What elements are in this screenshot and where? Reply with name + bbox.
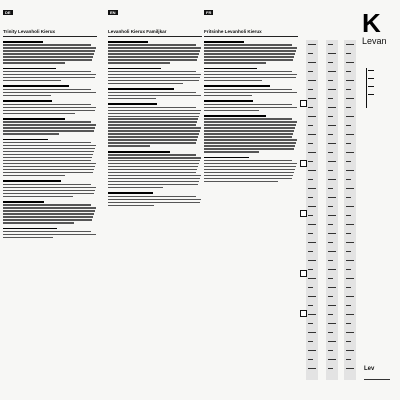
chart-entry: [346, 260, 354, 261]
language-tag: EN: [110, 10, 116, 15]
chart-entry: [346, 350, 354, 351]
chart-entry: [308, 107, 313, 108]
body-line: [204, 181, 278, 182]
body-line: [108, 113, 200, 114]
body-line: [204, 74, 297, 75]
body-line: [3, 154, 93, 155]
chart-entry: [308, 224, 316, 225]
chart-entry: [328, 287, 336, 288]
chart-entry: [328, 224, 333, 225]
body-line: [3, 133, 59, 134]
body-line: [204, 56, 294, 57]
chart-entry: [308, 143, 313, 144]
chart-entry: [346, 251, 351, 252]
chart-entry: [308, 161, 313, 162]
chart-entry: [346, 233, 351, 234]
chart-entry: [308, 179, 313, 180]
chart-entry: [346, 188, 354, 189]
body-line: [3, 148, 95, 149]
body-line: [204, 163, 297, 164]
body-line: [204, 175, 293, 176]
body-line: [108, 83, 183, 84]
body-line: [3, 190, 95, 191]
body-line: [204, 89, 292, 90]
body-line: [204, 133, 293, 134]
chart-entry: [308, 62, 316, 63]
chart-entry: [328, 80, 333, 81]
body-line: [108, 175, 201, 176]
body-line: [3, 151, 94, 152]
body-line: [3, 234, 96, 235]
language-tag: FR: [206, 10, 212, 15]
chart-entry: [308, 368, 316, 369]
body-line: [3, 222, 74, 223]
body-line: [3, 187, 96, 188]
body-line: [204, 80, 262, 81]
body-line: [108, 121, 197, 122]
body-line: [3, 237, 53, 238]
body-line: [204, 145, 295, 146]
body-line: [108, 154, 196, 155]
body-line: [3, 204, 91, 205]
body-line: [204, 95, 252, 96]
text-block: [204, 41, 298, 182]
chart-entry: [328, 260, 333, 261]
body-line: [204, 151, 259, 152]
chart-entry: [328, 170, 333, 171]
section-heading: [3, 228, 57, 230]
body-line: [204, 104, 292, 105]
body-line: [108, 133, 199, 134]
section-heading: [3, 100, 52, 102]
body-line: [3, 62, 65, 63]
body-line: [108, 160, 200, 161]
body-line: [108, 157, 201, 158]
language-tag: DE: [5, 10, 11, 15]
chart-entry: [346, 107, 351, 108]
body-line: [108, 163, 199, 164]
chart-entry: [346, 170, 354, 171]
title-rule: [3, 36, 97, 37]
text-block: [3, 41, 97, 238]
body-line: [3, 145, 96, 146]
chart-entry: [328, 134, 333, 135]
symbol-marker: [300, 270, 307, 277]
body-line: [108, 95, 201, 96]
body-line: [3, 193, 94, 194]
body-line: [108, 205, 154, 206]
section-heading: [108, 68, 161, 70]
body-line: [108, 202, 200, 203]
chart-entry: [308, 233, 313, 234]
chart-entry: [346, 44, 354, 45]
body-line: [108, 178, 200, 179]
chart-entry: [308, 341, 313, 342]
body-line: [204, 136, 292, 137]
chart-entry: [346, 215, 351, 216]
body-line: [204, 169, 295, 170]
body-line: [3, 47, 96, 48]
chart-entry: [328, 359, 336, 360]
chart-entry: [308, 350, 316, 351]
symbol-marker: [300, 210, 307, 217]
body-line: [204, 110, 259, 111]
body-line: [3, 175, 65, 176]
column-fr: [204, 10, 298, 184]
brand-tick: [368, 70, 374, 71]
body-line: [3, 121, 91, 122]
chart-entry: [308, 278, 316, 279]
chart-entry: [308, 170, 316, 171]
chart-entry: [308, 71, 313, 72]
body-line: [204, 127, 295, 128]
chart-entry: [346, 359, 351, 360]
body-line: [3, 196, 73, 197]
body-line: [3, 213, 94, 214]
section-heading: [108, 41, 148, 43]
body-line: [3, 169, 94, 170]
chart-entry: [346, 296, 354, 297]
body-line: [108, 80, 199, 81]
chart-entry: [328, 152, 333, 153]
chart-entry: [328, 98, 333, 99]
chart-entry: [308, 359, 313, 360]
body-line: [108, 116, 199, 117]
body-line: [3, 107, 96, 108]
body-line: [3, 59, 92, 60]
body-line: [108, 47, 201, 48]
chart-entry: [308, 269, 313, 270]
body-line: [204, 77, 296, 78]
chart-entry: [328, 242, 333, 243]
body-line: [3, 166, 95, 167]
chart-entry: [346, 53, 351, 54]
body-line: [3, 71, 91, 72]
body-line: [3, 124, 96, 125]
body-line: [204, 130, 294, 131]
title-rule: [108, 36, 202, 37]
section-heading: [108, 151, 170, 153]
chart-band: [344, 40, 356, 380]
chart-entry: [328, 305, 336, 306]
chart-entry: [328, 188, 333, 189]
chart-entry: [346, 368, 354, 369]
section-heading: [3, 68, 56, 70]
body-line: [3, 77, 95, 78]
body-line: [108, 50, 200, 51]
chart-entry: [328, 341, 336, 342]
body-line: [3, 210, 95, 211]
symbol-marker: [300, 160, 307, 167]
chart-entry: [346, 287, 351, 288]
brand-subtitle: Levan: [362, 36, 387, 46]
body-line: [3, 104, 91, 105]
section-heading: [3, 201, 44, 203]
chart-entry: [308, 116, 316, 117]
body-line: [108, 56, 198, 57]
brand-tick: [368, 94, 374, 95]
chart-entry: [308, 188, 316, 189]
chart-entry: [346, 179, 351, 180]
chart-entry: [346, 80, 354, 81]
body-line: [108, 187, 163, 188]
body-line: [108, 166, 198, 167]
body-line: [204, 178, 292, 179]
section-heading: [108, 103, 157, 105]
chart-entry: [346, 89, 351, 90]
section-heading: [204, 115, 266, 117]
chart-entry: [328, 71, 336, 72]
body-line: [3, 130, 94, 131]
chart-entry: [328, 107, 336, 108]
body-line: [108, 77, 200, 78]
body-line: [108, 92, 196, 93]
body-line: [108, 142, 196, 143]
title-rule: [204, 36, 298, 37]
body-line: [3, 44, 91, 45]
body-line: [3, 184, 91, 185]
chart-entry: [328, 143, 336, 144]
chart-entry: [308, 287, 313, 288]
brand-tick: [368, 78, 374, 79]
body-line: [108, 124, 196, 125]
body-line: [108, 62, 170, 63]
chart-entry: [346, 269, 351, 270]
body-line: [204, 71, 292, 72]
chart-entry: [308, 53, 313, 54]
body-line: [108, 184, 198, 185]
body-line: [3, 53, 94, 54]
chart-band: [306, 40, 318, 380]
chart-entry: [328, 197, 336, 198]
chart-entry: [308, 251, 313, 252]
body-line: [108, 74, 201, 75]
chart-entry: [328, 89, 336, 90]
body-line: [204, 172, 294, 173]
chart-entry: [328, 368, 333, 369]
chart-entry: [308, 134, 316, 135]
brand-tick: [368, 86, 374, 87]
body-line: [3, 160, 91, 161]
chart-entry: [328, 125, 336, 126]
body-line: [108, 127, 201, 128]
chart-entry: [308, 215, 313, 216]
chart-entry: [346, 323, 351, 324]
chart-entry: [346, 62, 354, 63]
body-line: [108, 145, 150, 146]
chart-entry: [346, 305, 351, 306]
chart-entry: [346, 125, 351, 126]
body-line: [204, 166, 296, 167]
chart-entry: [346, 341, 351, 342]
chart-entry: [308, 296, 316, 297]
chart-entry: [328, 350, 333, 351]
chart-entry: [308, 314, 316, 315]
section-heading: [204, 157, 249, 159]
chart-entry: [308, 332, 316, 333]
body-line: [108, 196, 196, 197]
chart-entry: [308, 80, 316, 81]
body-line: [3, 207, 96, 208]
section-heading: [3, 139, 48, 141]
body-line: [3, 92, 96, 93]
body-line: [204, 124, 296, 125]
body-line: [204, 148, 294, 149]
body-line: [204, 142, 296, 143]
chart-entry: [328, 53, 336, 54]
chart-entry: [328, 62, 333, 63]
chart-entry: [328, 161, 336, 162]
chart-entry: [328, 332, 333, 333]
chart-entry: [308, 44, 316, 45]
body-line: [108, 118, 198, 119]
body-line: [204, 47, 297, 48]
column-en: [108, 10, 202, 208]
chart-entry: [346, 161, 351, 162]
body-line: [108, 169, 197, 170]
chart-entry: [328, 233, 336, 234]
brand-rule: [366, 68, 367, 108]
chart-entry: [308, 98, 316, 99]
chart-entry: [346, 314, 354, 315]
body-line: [204, 44, 292, 45]
chart-entry: [346, 152, 354, 153]
section-heading: [3, 85, 69, 87]
body-line: [204, 121, 297, 122]
body-line: [108, 130, 200, 131]
body-line: [108, 53, 199, 54]
chart-entry: [346, 278, 354, 279]
chart-entry: [328, 44, 333, 45]
chart-entry: [328, 179, 336, 180]
body-line: [204, 62, 266, 63]
section-heading: [108, 192, 153, 194]
section-heading: [3, 118, 65, 120]
body-line: [108, 110, 201, 111]
chart-entry: [308, 305, 313, 306]
chart-entry: [346, 332, 354, 333]
body-line: [3, 127, 95, 128]
chart-entry: [308, 242, 316, 243]
chart-entry: [308, 152, 316, 153]
symbol-marker: [300, 310, 307, 317]
chart-entry: [346, 143, 351, 144]
body-line: [108, 181, 199, 182]
chart-entry: [346, 206, 354, 207]
body-line: [3, 50, 95, 51]
section-heading: [204, 100, 253, 102]
body-line: [3, 74, 96, 75]
body-line: [3, 89, 91, 90]
chart-entry: [308, 125, 313, 126]
body-line: [108, 44, 196, 45]
body-line: [204, 160, 292, 161]
body-line: [108, 199, 201, 200]
chart-entry: [346, 134, 354, 135]
brand-bottom-text: Lev: [364, 366, 375, 372]
body-line: [3, 95, 51, 96]
body-line: [3, 231, 91, 232]
body-line: [108, 136, 198, 137]
chart-entry: [308, 323, 313, 324]
body-line: [3, 216, 93, 217]
column-title: Fritsinhe Levanholi Kierux: [204, 29, 262, 34]
body-line: [204, 139, 297, 140]
body-line: [3, 113, 75, 114]
text-block: [108, 41, 202, 206]
chart-entry: [328, 314, 333, 315]
body-line: [3, 163, 96, 164]
chart-entry: [328, 116, 333, 117]
chart-entry: [308, 89, 313, 90]
chart-entry: [328, 296, 333, 297]
chart-entry: [346, 116, 354, 117]
body-line: [3, 110, 95, 111]
body-line: [204, 59, 293, 60]
chart-entry: [328, 278, 333, 279]
brand-bottom-rule: [364, 379, 390, 380]
body-line: [3, 80, 61, 81]
section-heading: [204, 85, 270, 87]
chart-entry: [346, 71, 351, 72]
body-line: [108, 107, 196, 108]
section-heading: [204, 68, 257, 70]
body-line: [204, 107, 297, 108]
brand-panel: [362, 10, 400, 390]
section-heading: [108, 88, 174, 90]
body-line: [3, 172, 93, 173]
body-line: [204, 92, 297, 93]
chart-entry: [346, 98, 354, 99]
section-heading: [204, 41, 244, 43]
brand-logo: K: [362, 8, 380, 38]
symbol-chart: [300, 40, 358, 380]
column-title: Levanholi Kierux Familjkar: [108, 29, 167, 34]
chart-band: [326, 40, 338, 380]
chart-entry: [328, 251, 336, 252]
symbol-marker: [300, 100, 307, 107]
body-line: [204, 118, 292, 119]
column-title: Trinity Levanholi Kierux: [3, 29, 56, 34]
column-de: [3, 10, 97, 240]
section-heading: [3, 180, 61, 182]
body-line: [108, 71, 196, 72]
body-line: [204, 53, 295, 54]
body-line: [3, 219, 92, 220]
chart-entry: [328, 215, 336, 216]
chart-entry: [328, 206, 333, 207]
chart-entry: [346, 224, 354, 225]
chart-entry: [328, 269, 336, 270]
body-line: [204, 50, 296, 51]
body-line: [3, 157, 92, 158]
chart-entry: [308, 197, 313, 198]
chart-entry: [346, 197, 351, 198]
body-line: [3, 142, 91, 143]
body-line: [108, 98, 156, 99]
body-line: [3, 56, 93, 57]
section-heading: [3, 41, 43, 43]
chart-entry: [308, 206, 316, 207]
chart-entry: [328, 323, 336, 324]
body-line: [108, 172, 196, 173]
body-line: [108, 59, 197, 60]
body-line: [108, 139, 197, 140]
chart-entry: [346, 242, 354, 243]
chart-entry: [308, 260, 316, 261]
